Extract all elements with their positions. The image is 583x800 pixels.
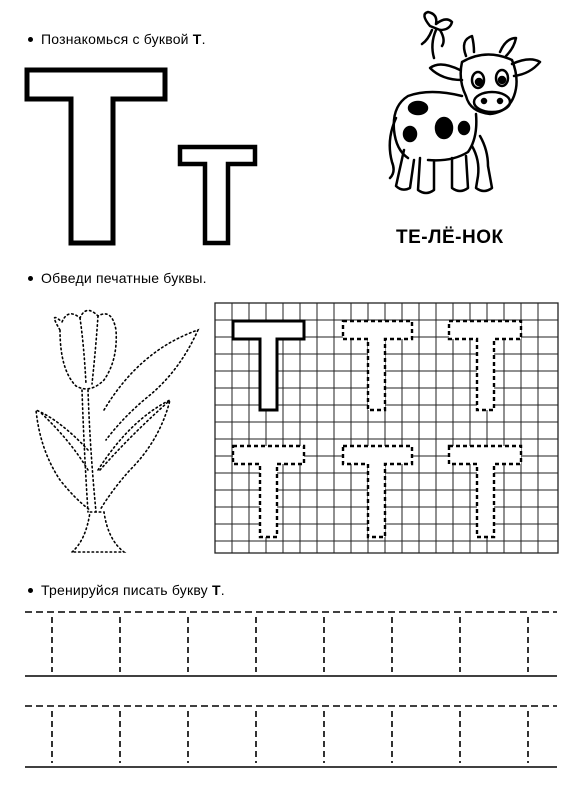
calf-icon [390,12,540,193]
calf-word: ТЕ-ЛЁ-НОК [396,227,504,248]
bullet [28,276,33,281]
instruction-3: Тренируйся писать букву Т. [28,582,225,598]
instruction-1: Познакомься с буквой Т. [28,31,206,47]
instruction-3-letter: Т [211,582,221,598]
instruction-1-letter: Т [192,31,202,47]
small-letter-t [180,147,255,243]
instruction-2-text: Обведи печатные буквы. [41,270,207,286]
instruction-3-text: Тренируйся писать букву [41,582,208,598]
big-letter-t [27,70,165,243]
bullet [28,588,33,593]
grid-letter-t-solid [233,321,304,410]
instruction-2 [28,270,207,286]
tulip-icon [36,310,198,552]
writing-lines [25,612,557,767]
instruction-1-text: Познакомься с буквой [41,31,189,47]
writing-cell-dividers [52,617,528,763]
